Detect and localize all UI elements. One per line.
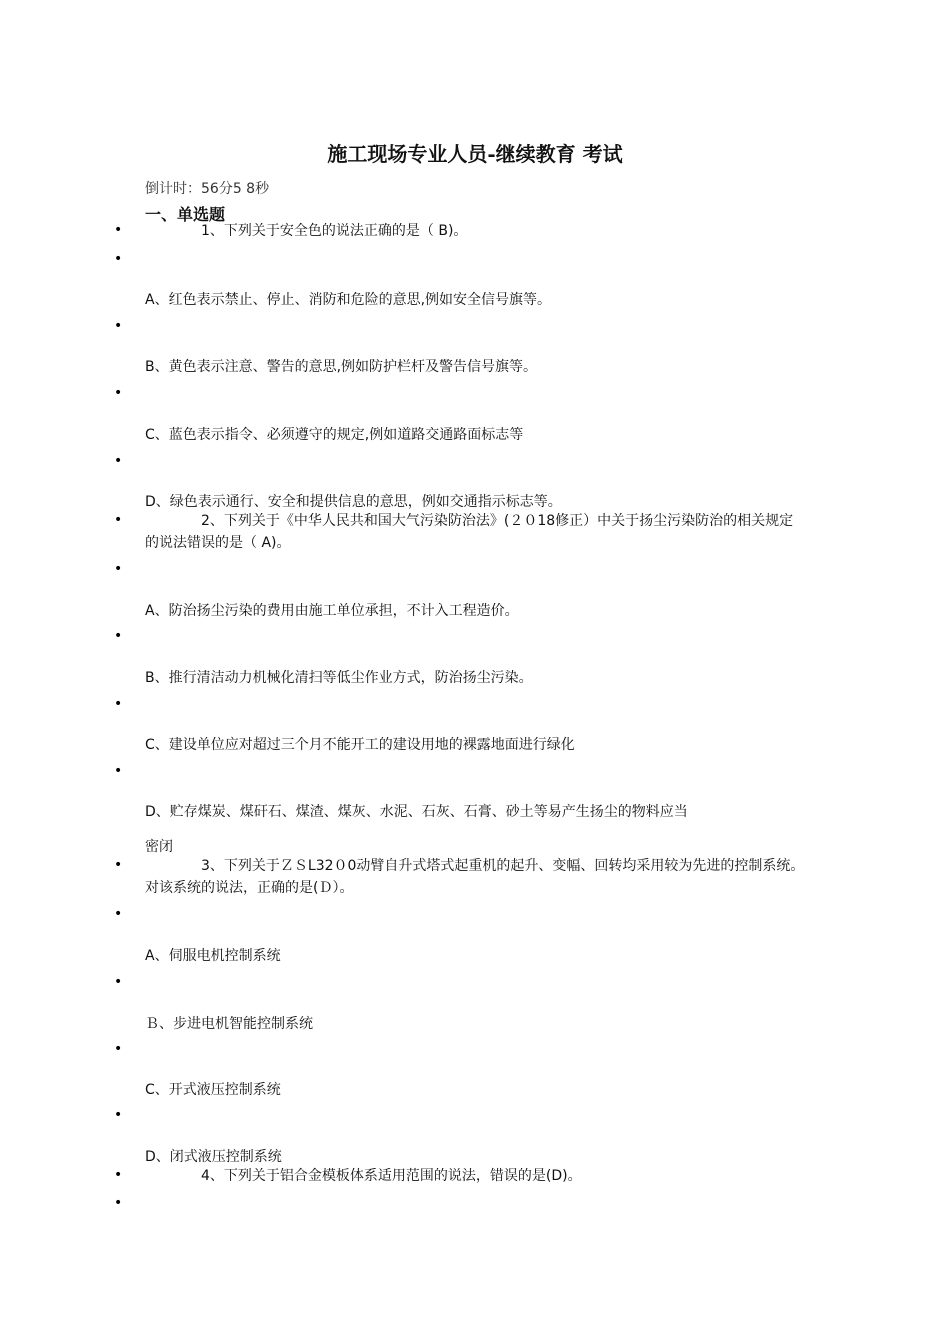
list-bullet bbox=[114, 910, 122, 918]
list-bullet bbox=[114, 226, 122, 234]
countdown-timer: 倒计时：56分5 8秒 bbox=[145, 181, 270, 197]
option-d[interactable]: D、绿色表示通行、安全和提供信息的意思，例如交通指示标志等。 bbox=[145, 494, 562, 510]
option-d-continued: 密闭 bbox=[145, 839, 173, 855]
list-bullet bbox=[114, 457, 122, 465]
option-c[interactable]: C、蓝色表示指令、必须遵守的规定,例如道路交通路面标志等 bbox=[145, 427, 524, 443]
question-text: 3、下列关于ＺＳL32０0动臂自升式塔式起重机的起升、变幅、回转均采用较为先进的控制系统。对该系统的说法，正确的是(Ｄ）。 bbox=[145, 858, 805, 896]
option-b[interactable]: B、黄色表示注意、警告的意思,例如防护栏杆及警告信号旗等。 bbox=[145, 359, 538, 375]
list-bullet bbox=[114, 1111, 122, 1119]
question-text: 1、下列关于安全色的说法正确的是（ B)。 bbox=[201, 223, 468, 239]
section-heading: 一、单选题 bbox=[145, 205, 226, 224]
option-d[interactable]: D、闭式液压控制系统 bbox=[145, 1149, 282, 1165]
option-c[interactable]: C、建设单位应对超过三个月不能开工的建设用地的裸露地面进行绿化 bbox=[145, 737, 575, 753]
list-bullet bbox=[114, 255, 122, 263]
question-4 bbox=[145, 1165, 805, 1187]
list-bullet bbox=[114, 861, 122, 869]
list-bullet bbox=[114, 565, 122, 573]
list-bullet bbox=[114, 700, 122, 708]
option-c[interactable]: C、开式液压控制系统 bbox=[145, 1082, 281, 1098]
page-title: 施工现场专业人员-继续教育 考试 bbox=[327, 142, 623, 166]
list-bullet bbox=[114, 322, 122, 330]
list-bullet bbox=[114, 389, 122, 397]
question-2 bbox=[145, 510, 805, 554]
option-d[interactable]: D、贮存煤炭、煤矸石、煤渣、煤灰、水泥、石灰、石膏、砂土等易产生扬尘的物料应当 bbox=[145, 804, 688, 820]
option-a[interactable]: A、防治扬尘污染的费用由施工单位承担，不计入工程造价。 bbox=[145, 603, 519, 619]
list-bullet bbox=[114, 1045, 122, 1053]
option-b[interactable]: Ｂ、步进电机智能控制系统 bbox=[145, 1016, 313, 1032]
question-text: 4、下列关于铝合金模板体系适用范围的说法，错误的是(D)。 bbox=[201, 1168, 582, 1184]
option-a[interactable]: A、伺服电机控制系统 bbox=[145, 948, 281, 964]
list-bullet bbox=[114, 1199, 122, 1207]
list-bullet bbox=[114, 767, 122, 775]
question-1 bbox=[145, 220, 805, 242]
list-bullet bbox=[114, 632, 122, 640]
list-bullet bbox=[114, 978, 122, 986]
question-3 bbox=[145, 855, 805, 899]
option-b[interactable]: B、推行清洁动力机械化清扫等低尘作业方式，防治扬尘污染。 bbox=[145, 670, 533, 686]
list-bullet bbox=[114, 1171, 122, 1179]
list-bullet bbox=[114, 516, 122, 524]
question-text: 2、下列关于《中华人民共和国大气污染防治法》(２０18修正）中关于扬尘污染防治的相关规定的说法错误的是（ A)。 bbox=[145, 513, 794, 551]
option-a[interactable]: A、红色表示禁止、停止、消防和危险的意思,例如安全信号旗等。 bbox=[145, 292, 552, 308]
